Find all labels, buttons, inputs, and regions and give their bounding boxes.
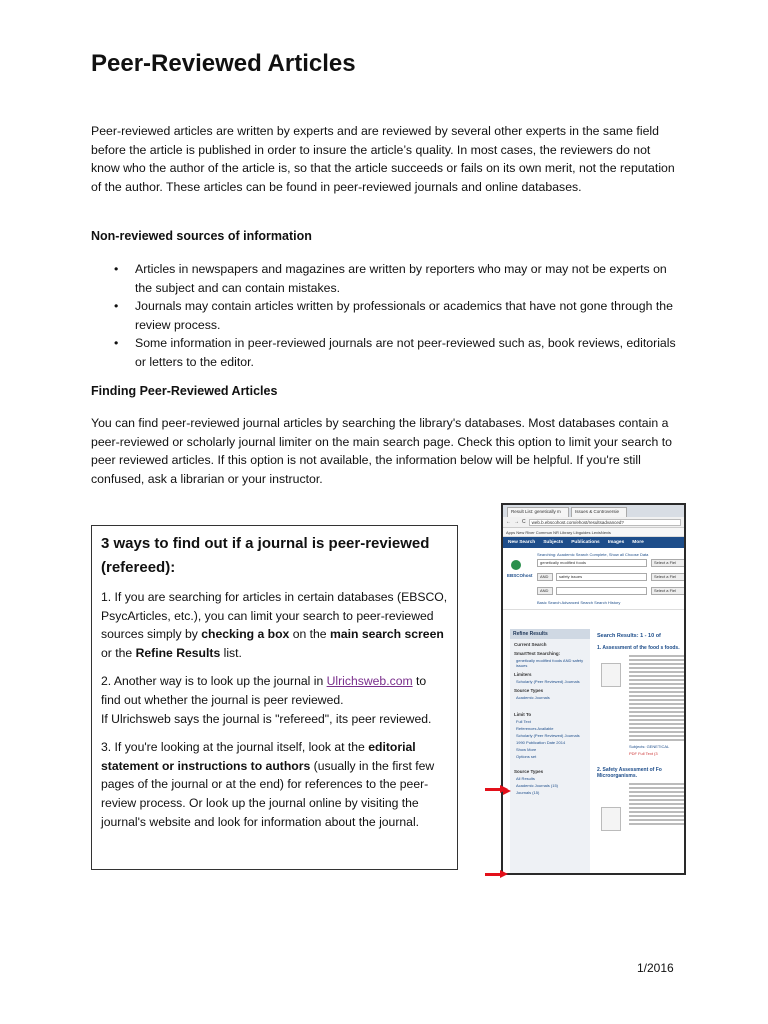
field-select: Select a Fiel	[651, 573, 686, 581]
result-subjects: Subjects: GENETICAL	[629, 744, 670, 749]
pubdate-row: 1990 Publication Date 2014	[516, 740, 566, 745]
journals-option: Journals (15)	[516, 790, 540, 795]
nav-item: Publications	[571, 540, 600, 545]
source-types-2-label: Source Types	[514, 769, 544, 774]
bullet-icon: •	[114, 336, 119, 351]
refine-panel	[510, 629, 590, 875]
limiter-value: Scholarly (Peer Reviewed) Journals	[516, 679, 580, 684]
nav-item: Images	[607, 540, 625, 545]
source-type-value: Academic Journals	[516, 695, 550, 700]
non-reviewed-list	[91, 260, 681, 372]
list-item: • Journals may contain articles written by professionals or academics that have not gone through the review process.	[114, 299, 673, 332]
list-item: • Some information in peer-reviewed journals are not peer-reviewed such as, book reviews, editorials or letters to the editor.	[114, 336, 676, 369]
smarttext-label: SmartText Searching:	[514, 651, 561, 656]
result-title: 2. Safety Assessment of Fo Microorganisms.	[597, 767, 662, 779]
intro-paragraph: Peer-reviewed articles are written by experts and are reviewed by several other experts in the same field before the article is published in order to insure the article’s quality. In most cases, the reviewers do not know who the author of the article is, so that the article succeeds or fails on its own merit, not the reputation of the author. These articles can be found in peer-reviewed journals and online databases.	[91, 124, 675, 194]
address-bar	[503, 517, 684, 528]
reload-icon: C	[522, 519, 526, 525]
bullet-icon: •	[114, 299, 119, 314]
browser-tab: Issues & Controversie	[571, 507, 627, 517]
limit-to-label: Limit To	[514, 712, 532, 717]
source-types-label: Source Types	[514, 688, 544, 693]
options-link: Options set	[516, 754, 537, 759]
full-text-option: Full Text	[516, 719, 531, 724]
search-area	[503, 548, 684, 610]
page-title: Peer-Reviewed Articles	[91, 50, 356, 77]
pdf-link: PDF Full Text (3	[629, 751, 658, 756]
journal-thumb-icon	[601, 663, 621, 687]
bullet-icon: •	[114, 262, 119, 276]
show-more-link: Show More	[516, 747, 537, 752]
search-input-3	[556, 587, 647, 595]
list-item: • Articles in newspapers and magazines are written by reporters who may or may not be experts on the subject and can contain mistakes.	[114, 262, 667, 295]
red-arrow-icon	[485, 871, 509, 877]
ebsco-logo-text: EBSCOhost	[507, 573, 533, 578]
smarttext-value: genetically modified foods AND safety issues	[516, 658, 584, 668]
ebsco-screenshot	[501, 503, 686, 875]
search-links: Basic Search Advanced Search Search History	[537, 600, 621, 605]
op-select: AND	[537, 573, 553, 581]
all-results-option: All Results	[516, 776, 535, 781]
ebsco-logo-icon	[511, 560, 521, 570]
way-1: 1. If you are searching for articles in certain databases (EBSCO, PsycArticles, etc.), you can limit your search to peer-reviewed sources simply by checking a box on the main search screen or the Refine Results list.	[101, 590, 448, 660]
field-select: Select a Fiel	[651, 587, 686, 595]
url-field: web.b.ebscohost.com/ehost/resultsadvanced?	[529, 519, 681, 526]
forward-icon: →	[514, 519, 519, 525]
results-panel	[595, 629, 686, 875]
browser-tab: Result List: genetically m	[507, 507, 569, 517]
finding-paragraph: You can find peer-reviewed journal articles by searching the library's databases. Most databases contain a peer-reviewed or scholarly journal limiter on the main search page. Check this option to limit your search to peer reviewed articles. If this option is not available, the information below will be helpful. If you're still confused, ask a librarian or your instructor.	[91, 416, 672, 486]
academic-journals-option: Academic Journals (15)	[516, 783, 559, 788]
results-heading: Search Results: 1 - 10 of	[597, 633, 661, 639]
scholarly-option: Scholarly (Peer Reviewed) Journals	[516, 733, 580, 738]
search-input-2: safety issues	[556, 573, 647, 581]
finding-heading: Finding Peer-Reviewed Articles	[91, 384, 278, 398]
limiters-label: Limiters	[514, 672, 532, 677]
search-input-1: genetically modified foods	[537, 559, 647, 567]
bookmarks-bar: Apps New River Commun NR Library Libguides LexisNexis	[503, 528, 684, 537]
non-reviewed-heading: Non-reviewed sources of information	[91, 229, 312, 243]
ebsco-navbar	[503, 537, 684, 548]
nav-item: More	[632, 540, 644, 545]
way-2-line2: If Ulrichsweb says the journal is "refereed", its peer reviewed.	[101, 711, 432, 726]
nav-item: Subjects	[543, 540, 564, 545]
way-3: 3. If you're looking at the journal itself, look at the editorial statement or instructions to authors (usually in the first few pages of the journal or at the end) for references to the peer-review process. Or look up the journal online by visiting the journal's website and look for information about the journal.	[101, 740, 435, 829]
way-2: 2. Another way is to look up the journal in Ulrichsweb.com to find out whether the journal is peer reviewed.	[101, 674, 427, 707]
nav-item: New Search	[508, 540, 536, 545]
field-select: Select a Fiel	[651, 559, 686, 567]
three-ways-box	[91, 525, 458, 870]
references-option: References Available	[516, 726, 554, 731]
ulrichsweb-link[interactable]: Ulrichsweb.com	[326, 674, 413, 689]
browser-tabbar	[503, 505, 684, 517]
current-search: Current Search	[514, 642, 547, 647]
journal-thumb-icon	[601, 807, 621, 831]
op-select: AND	[537, 587, 553, 595]
back-icon: ←	[506, 519, 511, 525]
refine-heading: Refine Results	[510, 629, 590, 639]
search-caption: Searching: Academic Search Complete, Show all Choose Data	[537, 552, 649, 557]
page-date: 1/2016	[637, 961, 674, 975]
result-title: 1. Assessment of the food s foods.	[597, 645, 680, 651]
box-title: 3 ways to find out if a journal is peer-reviewed (refereed):	[101, 535, 430, 576]
red-arrow-icon	[485, 786, 509, 792]
